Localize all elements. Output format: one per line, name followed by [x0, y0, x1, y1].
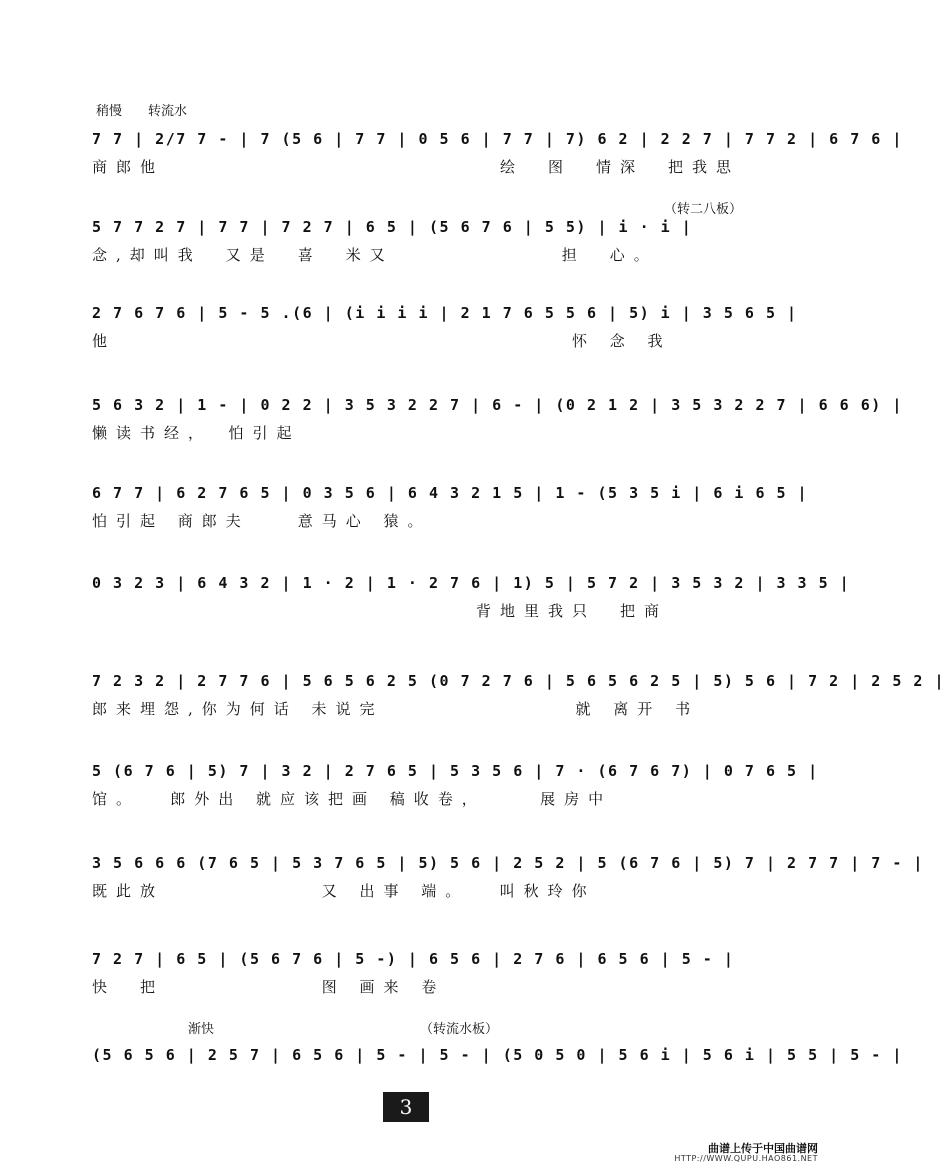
lyrics: 馆。 郎外出 就应该把画 稿收卷， 展房中: [92, 790, 613, 808]
lyrics: 懒读书经， 怕引起: [92, 424, 301, 442]
watermark: [674, 1143, 818, 1164]
mode-change-erba: （转二八板）: [664, 202, 743, 217]
score-line-2: [92, 218, 772, 264]
notation: (5 6 5 6 | 2 5 7 | 6 5 6 | 5 - | 5 - | (5 0 5 0 | 5 6 i | 5 6 i | 5 5 | 5 - |: [92, 1046, 903, 1064]
notation: 0 3 2 3 | 6 4 3 2 | 1 · 2 | 1 · 2 7 6 | 1) 5 | 5 7 2 | 3 5 3 2 | 3 3 5 |: [92, 574, 851, 592]
notation: 7 7 | 2/7 7 - | 7 (5 6 | 7 7 | 0 5 6 | 7 7 | 7) 6 2 | 2 2 7 | 7 7 2 | 6 7 6 |: [92, 130, 903, 148]
score-line-3: [92, 304, 798, 350]
score-line-7: [92, 672, 945, 718]
watermark-site-name: 曲谱上传于中国曲谱网: [708, 1142, 818, 1156]
score-line-1: [92, 130, 903, 176]
lyrics: 怕引起 商郎夫 意马心 猿。: [92, 512, 432, 530]
notation: 7 2 7 | 6 5 | (5 6 7 6 | 5 -) | 6 5 6 | 2 7 6 | 6 5 6 | 5 - |: [92, 950, 735, 968]
score-line-11: [92, 1046, 903, 1086]
lyrics: 郎来埋怨,你为何话 未说完 就 离开 书: [92, 700, 700, 718]
lyrics: 念,却叫我 又是 喜 米又 担 心。: [92, 246, 658, 264]
watermark-url: HTTP://WWW.QUPU.HAO861.NET: [674, 1154, 818, 1164]
mode-change-liushui: 转流水: [148, 104, 188, 119]
notation: 5 6 3 2 | 1 - | 0 2 2 | 3 5 3 2 2 7 | 6 - | (0 2 1 2 | 3 5 3 2 2 7 | 6 6 6) |: [92, 396, 903, 414]
mode-change-liushui-ban: （转流水板）: [420, 1022, 499, 1037]
lyrics: 既此放 又 出事 端。 叫秋玲你: [92, 882, 596, 900]
notation: 2 7 6 7 6 | 5 - 5 .(6 | (i i i i | 2 1 7 6 5 5 6 | 5) i | 3 5 6 5 |: [92, 304, 798, 322]
lyrics: 商郎他 绘 图 情深 把我思: [92, 158, 741, 176]
score-line-6: [92, 574, 851, 620]
score-line-8: [92, 762, 819, 808]
page-number: 3: [383, 1092, 429, 1122]
notation: 7 2 3 2 | 2 7 7 6 | 5 6 5 6 2 5 (0 7 2 7 6 | 5 6 5 6 2 5 | 5) 5 6 | 7 2 | 2 5 2 |: [92, 672, 945, 690]
lyrics: 他 怀 念 我: [92, 332, 672, 350]
score-line-4: [92, 396, 903, 442]
tempo-marking-slow: 稍慢: [96, 104, 123, 119]
tempo-marking-accel: 渐快: [188, 1022, 215, 1037]
notation: 3 5 6 6 6 (7 6 5 | 5 3 7 6 5 | 5) 5 6 | 2 5 2 | 5 (6 7 6 | 5) 7 | 2 7 7 | 7 - |: [92, 854, 924, 872]
score-line-9: [92, 854, 924, 900]
score-line-10: [92, 950, 772, 996]
notation: 5 7 7 2 7 | 7 7 | 7 2 7 | 6 5 | (5 6 7 6 | 5 5) | i · i |: [92, 218, 693, 236]
lyrics: 背地里我只 把商: [92, 602, 669, 620]
notation: 6 7 7 | 6 2 7 6 5 | 0 3 5 6 | 6 4 3 2 1 5 | 1 - (5 3 5 i | 6 i 6 5 |: [92, 484, 809, 502]
notation: 5 (6 7 6 | 5) 7 | 3 2 | 2 7 6 5 | 5 3 5 6 | 7 · (6 7 6 7) | 0 7 6 5 |: [92, 762, 819, 780]
lyrics: 快 把 图 画来 卷: [92, 978, 446, 996]
score-line-5: [92, 484, 809, 530]
